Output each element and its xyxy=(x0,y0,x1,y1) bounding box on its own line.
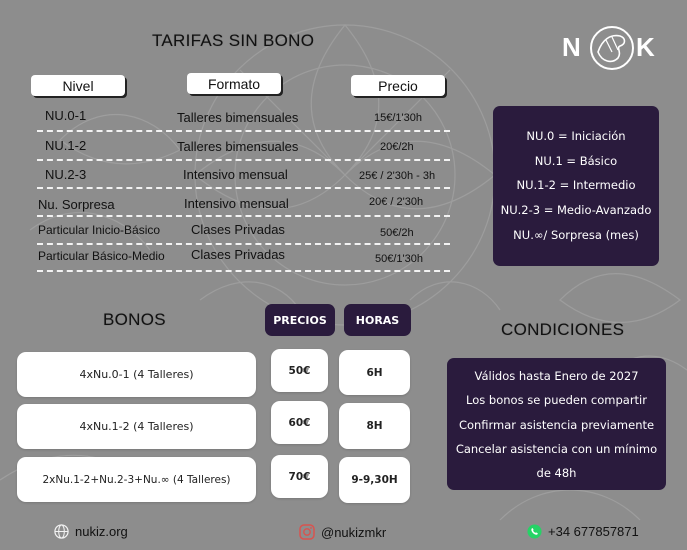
row-divider xyxy=(37,130,450,132)
condition-line: Cancelar asistencia con un mínimo xyxy=(455,442,658,456)
row-0-nivel: NU.0-1 xyxy=(45,108,87,123)
svg-text:N: N xyxy=(562,32,581,62)
row-5-nivel: Particular Básico-Medio xyxy=(38,249,165,263)
row-5-precio: 50€/1'30h xyxy=(375,253,423,265)
footer-phone[interactable] xyxy=(527,524,639,539)
conditions-box xyxy=(447,358,666,490)
brand-logo xyxy=(562,22,662,72)
instagram-icon xyxy=(299,524,315,540)
row-divider xyxy=(37,243,450,245)
legend-item: NU.1 = Básico xyxy=(534,154,618,168)
row-3-precio: 20€ / 2'30h xyxy=(369,196,424,208)
website-text: nukiz.org xyxy=(75,524,128,539)
row-4-formato: Clases Privadas xyxy=(191,222,285,237)
phone-text: +34 677857871 xyxy=(548,524,639,539)
condiciones-title: CONDICIONES xyxy=(501,320,625,339)
row-2-precio: 25€ / 2'30h - 3h xyxy=(359,170,436,182)
bono-name: 4xNu.0-1 (4 Talleres) xyxy=(17,352,256,397)
row-1-precio: 20€/2h xyxy=(380,141,414,153)
row-3-nivel: Nu. Sorpresa xyxy=(38,197,115,212)
svg-text:K: K xyxy=(636,32,655,62)
row-5-formato: Clases Privadas xyxy=(191,247,285,262)
col-header-formato: Formato xyxy=(187,73,281,94)
bono-hours: 6H xyxy=(339,350,410,395)
horas-header: HORAS xyxy=(344,304,411,336)
bono-price: 60€ xyxy=(271,401,328,444)
row-4-precio: 50€/2h xyxy=(380,227,414,239)
col-header-nivel: Nivel xyxy=(31,75,125,96)
condition-line: de 48h xyxy=(536,466,577,480)
row-divider xyxy=(37,159,450,161)
legend-item: NU.2-3 = Medio-Avanzado xyxy=(500,203,652,217)
bono-name: 4xNu.1-2 (4 Talleres) xyxy=(17,404,256,449)
footer-website[interactable] xyxy=(54,524,128,539)
bono-hours: 8H xyxy=(339,403,410,449)
row-3-formato: Intensivo mensual xyxy=(184,196,289,211)
row-divider xyxy=(37,215,450,217)
legend-item: NU.1-2 = Intermedio xyxy=(516,178,636,192)
row-2-nivel: NU.2-3 xyxy=(45,167,87,182)
legend-item: NU.∞/ Sorpresa (mes) xyxy=(513,228,639,242)
precios-header: PRECIOS xyxy=(265,304,335,336)
tarifas-title: TARIFAS SIN BONO xyxy=(152,31,315,50)
bono-hours: 9-9,30H xyxy=(339,457,410,503)
row-1-nivel: NU.1-2 xyxy=(45,138,87,153)
row-divider xyxy=(37,187,450,189)
whatsapp-icon xyxy=(527,524,542,539)
logo-hands-icon xyxy=(562,22,662,72)
bono-name: 2xNu.1-2+Nu.2-3+Nu.∞ (4 Talleres) xyxy=(17,457,256,502)
footer-instagram[interactable] xyxy=(299,524,386,540)
col-header-precio: Precio xyxy=(351,75,445,96)
row-0-formato: Talleres bimensuales xyxy=(177,110,299,125)
condition-line: Confirmar asistencia previamente xyxy=(458,418,655,432)
row-divider xyxy=(37,270,450,272)
bono-price: 50€ xyxy=(271,349,328,392)
row-4-nivel: Particular Inicio-Básico xyxy=(38,223,161,237)
bono-price: 70€ xyxy=(271,455,328,498)
bonos-title: BONOS xyxy=(103,310,166,329)
instagram-text: @nukizmkr xyxy=(321,524,387,540)
legend-item: NU.0 = Iniciación xyxy=(526,129,626,143)
row-2-formato: Intensivo mensual xyxy=(183,167,288,182)
row-1-formato: Talleres bimensuales xyxy=(177,139,299,154)
level-legend xyxy=(493,106,659,266)
row-0-precio: 15€/1'30h xyxy=(374,112,422,124)
condition-line: Válidos hasta Enero de 2027 xyxy=(474,369,639,383)
globe-icon xyxy=(54,524,69,539)
condition-line: Los bonos se pueden compartir xyxy=(466,393,647,407)
